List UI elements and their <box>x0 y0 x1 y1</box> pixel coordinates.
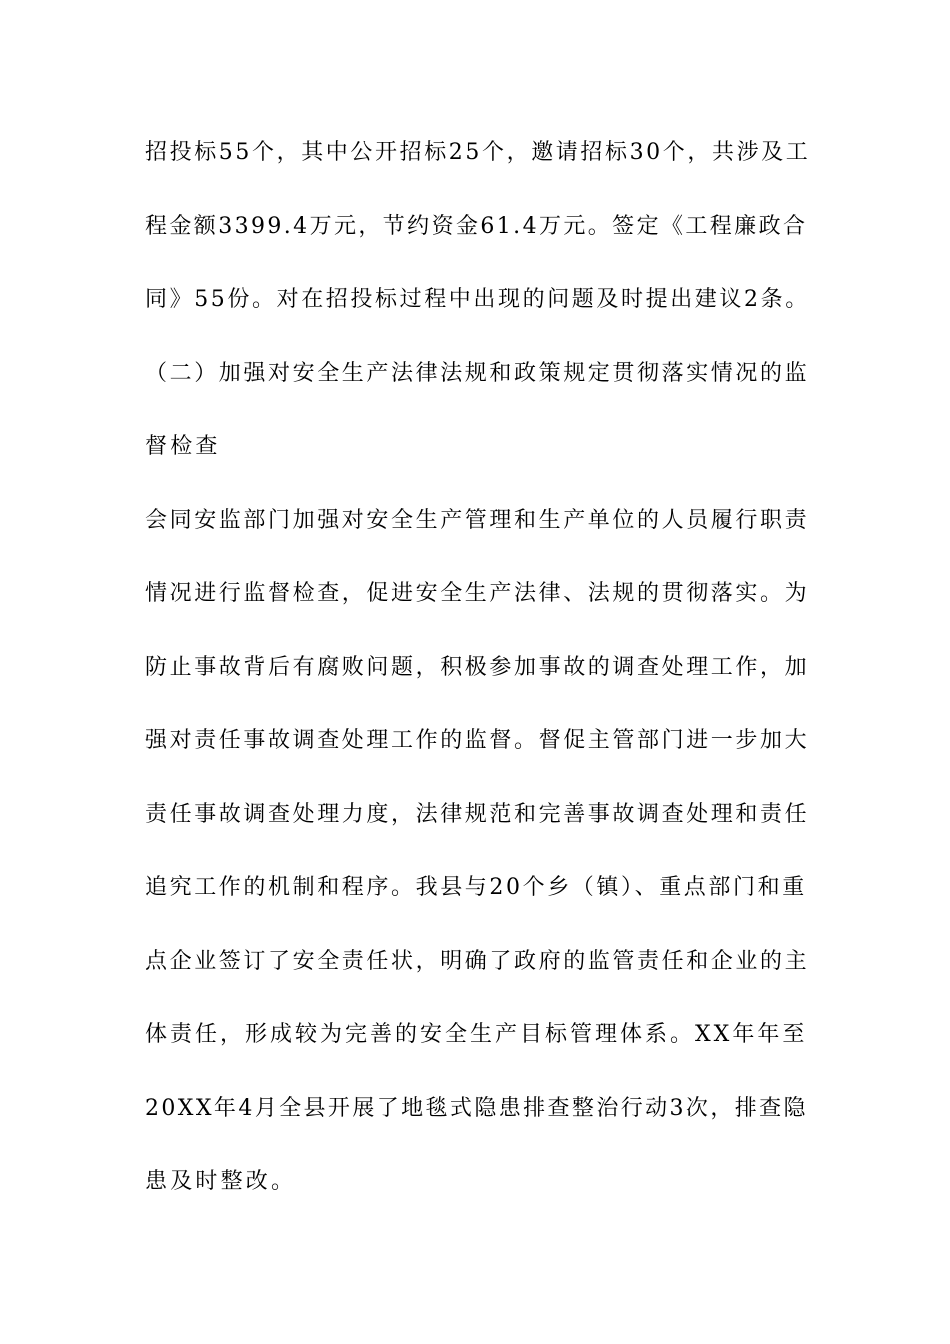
section-heading-line: （二）加强对安全生产法律法规和政策规定贯彻落实情况的监 <box>145 360 810 386</box>
paragraph-line: 会同安监部门加强对安全生产管理和生产单位的人员履行职责 <box>145 507 810 533</box>
paragraph-line: 程金额3399.4万元，节约资金61.4万元。签定《工程廉政合 <box>145 213 808 239</box>
paragraph-line: 强对责任事故调查处理工作的监督。督促主管部门进一步加大 <box>145 728 810 753</box>
section-heading-line: 督检查 <box>145 434 221 459</box>
paragraph-line: 招投标55个，其中公开招标25个，邀请招标30个，共涉及工 <box>145 140 811 165</box>
paragraph-line: 点企业签订了安全责任状，明确了政府的监管责任和企业的主 <box>145 948 810 974</box>
paragraph-line: 20XX年4月全县开展了地毯式隐患排查整治行动3次，排查隐 <box>145 1095 808 1121</box>
paragraph-line: 追究工作的机制和程序。我县与20个乡（镇）、重点部门和重 <box>145 875 807 900</box>
paragraph-line: 同》55份。对在招投标过程中出现的问题及时提出建议2条。 <box>145 287 810 312</box>
paragraph-line: 情况进行监督检查，促进安全生产法律、法规的贯彻落实。为 <box>145 581 810 606</box>
paragraph-line: 体责任，形成较为完善的安全生产目标管理体系。XX年年至 <box>145 1022 808 1047</box>
paragraph-line: 责任事故调查处理力度，法律规范和完善事故调查处理和责任 <box>145 801 810 827</box>
document-page <box>145 128 810 1231</box>
paragraph-line: 患及时整改。 <box>145 1169 297 1194</box>
paragraph-line: 防止事故背后有腐败问题，积极参加事故的调查处理工作，加 <box>145 654 810 680</box>
